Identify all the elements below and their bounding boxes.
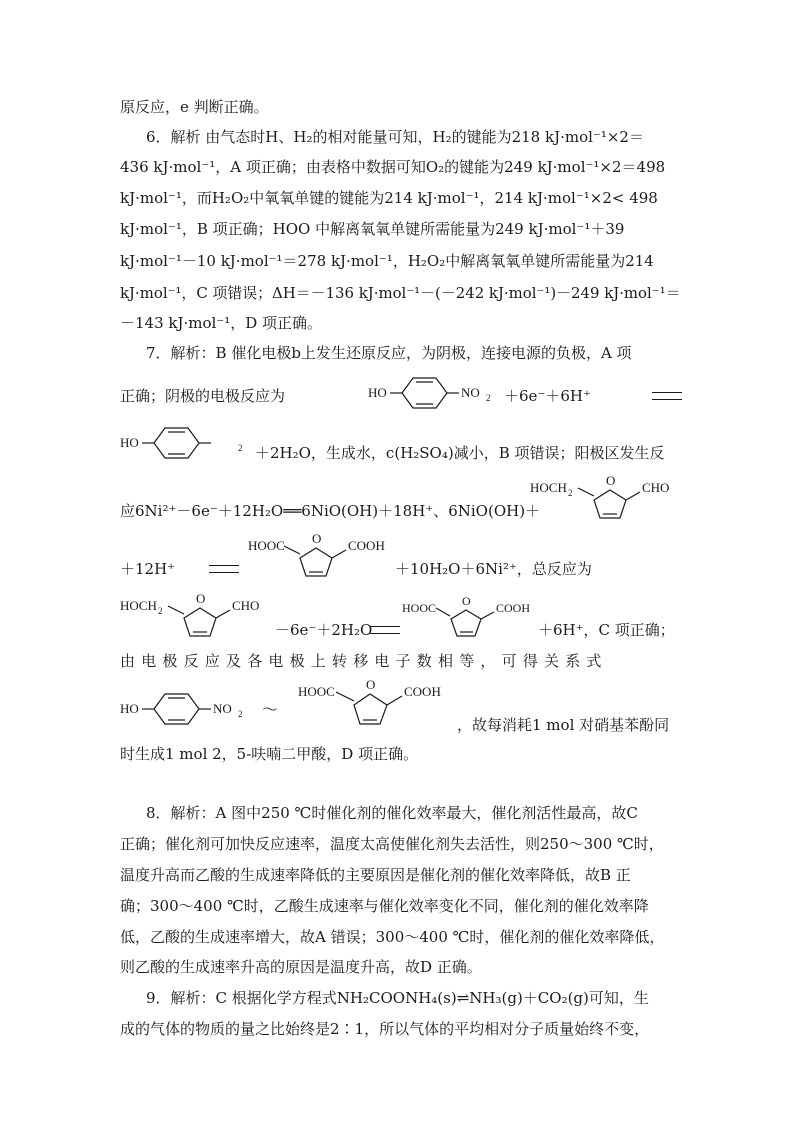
text-line: 8．解析：A 图中250 ℃时催化剂的催化效率最大，催化剂活性最高，故C	[146, 804, 638, 822]
hmf-structure	[530, 470, 680, 528]
text-line: 低，乙酸的生成速率增大，故A 错误；300～400 ℃时，催化剂的催化效率降低，	[120, 928, 665, 946]
fdca-structure	[402, 592, 542, 646]
hmf-structure	[120, 588, 270, 646]
text-line: 则乙酸的生成速率升高的原因是温度升高，故D 正确。	[120, 958, 482, 976]
text-line: 6．解析 由气态时H、H₂的相对能量可知，H₂的键能为218 kJ·mol⁻¹×2＝	[146, 128, 644, 146]
text-line: ＋10H₂O＋6Ni²⁺，总反应为	[395, 560, 592, 578]
ho-label: HO	[120, 435, 139, 450]
tilde-sign: ～	[262, 700, 279, 719]
no2-label: NO	[213, 701, 232, 716]
ring-oxygen: O	[366, 677, 376, 692]
subscript: 2	[238, 443, 243, 453]
text-line: ＋6e⁻＋6H⁺	[504, 387, 591, 405]
ring-oxygen: O	[312, 531, 322, 546]
text-line: ＋2H₂O，生成水，c(H₂SO₄)减小，B 项错误；阳极区发生反	[255, 444, 665, 462]
cooh-label: COOH	[348, 538, 385, 553]
ring-oxygen: O	[462, 594, 471, 608]
hooc-label: HOOC	[298, 684, 335, 699]
text-line: kJ·mol⁻¹，C 项错误；ΔH＝－136 kJ·mol⁻¹－(－242 kJ·mol⁻¹)－249 kJ·mol⁻¹＝	[120, 284, 681, 302]
text-line: 正确；催化剂可加快反应速率，温度太高使催化剂失去活性，则250～300 ℃时，	[120, 835, 664, 853]
fdca-structure	[248, 528, 398, 586]
text-line: 温度升高而乙酸的生成速率降低的主要原因是催化剂的催化效率降低，故B 正	[120, 866, 631, 884]
text-line: 由电极反应及各电极上转移电子数相等，可得关系式	[120, 652, 608, 670]
cho-label: CHO	[232, 598, 260, 613]
hoch2-label: HOCH	[120, 598, 157, 613]
text-line: 原反应，e 判断正确。	[120, 98, 269, 116]
text-line: 确；300～400 ℃时，乙酸生成速率与催化效率变化不同，催化剂的催化效率降	[120, 897, 649, 915]
text-line: kJ·mol⁻¹，B 项正确；HOO 中解离氧氧单键所需能量为249 kJ·mol⁻¹＋39	[120, 220, 625, 238]
subscript: 2	[568, 488, 573, 498]
text-line: －143 kJ·mol⁻¹，D 项正确。	[120, 314, 323, 332]
ring-oxygen: O	[606, 473, 616, 488]
ring-oxygen: O	[196, 591, 206, 606]
hooc-label: HOOC	[402, 601, 437, 615]
equals-sign	[209, 565, 239, 573]
p-aminophenol-structure	[120, 420, 260, 468]
fdca-structure	[298, 674, 458, 734]
ho-label: HO	[368, 385, 387, 400]
p-nitrophenol-structure	[368, 368, 498, 416]
text-line: ＋12H⁺	[120, 560, 176, 578]
no2-label: NO	[461, 385, 480, 400]
text-line: 应6Ni²⁺－6e⁻＋12H₂O══6NiO(OH)＋18H⁺、6NiO(OH)＋	[120, 502, 541, 520]
equals-sign	[652, 392, 682, 400]
subscript: 2	[486, 393, 491, 403]
cho-label: CHO	[642, 480, 670, 495]
text-line: 9．解析：C 根据化学方程式NH₂COONH₄(s)⇌NH₃(g)＋CO₂(g)可知，生	[146, 989, 649, 1007]
cooh-label: COOH	[496, 601, 531, 615]
text-line: 正确；阴极的电极反应为	[120, 387, 286, 405]
text-line: 成的气体的物质的量之比始终是2∶1，所以气体的平均相对分子质量始终不变，	[120, 1020, 650, 1038]
text-line: －6e⁻＋2H₂O	[275, 621, 373, 639]
text-line: ，故每消耗1 mol 对硝基苯酚同	[457, 716, 670, 734]
subscript: 2	[158, 606, 163, 616]
text-line: kJ·mol⁻¹，而H₂O₂中氧氧单键的键能为214 kJ·mol⁻¹，214 kJ·mol⁻¹×2< 498	[120, 189, 658, 207]
hoch2-label: HOCH	[530, 480, 567, 495]
cooh-label: COOH	[404, 684, 441, 699]
p-nitrophenol-structure	[120, 686, 260, 734]
ho-label: HO	[120, 701, 139, 716]
text-line: 436 kJ·mol⁻¹，A 项正确；由表格中数据可知O₂的键能为249 kJ·mol⁻¹×2＝498	[120, 158, 666, 176]
text-line: 时生成1 mol 2，5-呋喃二甲酸，D 项正确。	[120, 745, 419, 763]
subscript: 2	[238, 709, 243, 719]
text-line: ＋6H⁺，C 项正确；	[538, 621, 675, 639]
hooc-label: HOOC	[248, 538, 285, 553]
text-line: kJ·mol⁻¹－10 kJ·mol⁻¹＝278 kJ·mol⁻¹，H₂O₂中解离氧氧单键所需能量为214	[120, 252, 654, 270]
text-line: 7．解析：B 催化电极b上发生还原反应，为阴极，连接电源的负极，A 项	[146, 344, 632, 362]
equals-sign	[370, 626, 400, 634]
